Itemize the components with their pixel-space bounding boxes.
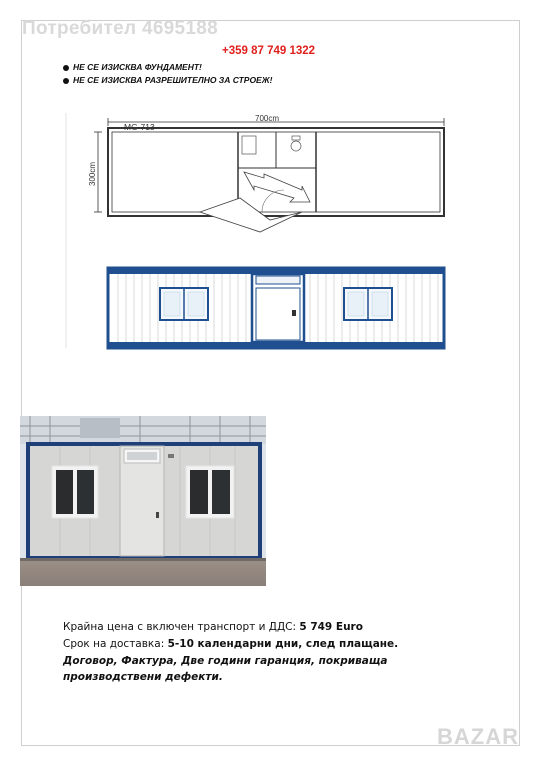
container-photo (20, 416, 266, 586)
phone-number[interactable]: +359 87 749 1322 (222, 45, 316, 57)
plan-model-label: MG-713 (124, 122, 155, 132)
user-watermark: Потребител 4695188 (22, 18, 219, 39)
feature-text: НЕ СЕ ИЗИСКВА ФУНДАМЕНТ! (73, 62, 202, 72)
price-prefix: Крайна цена с включен транспорт и ДДС: (63, 621, 300, 633)
terms-line-2: производствени дефекти. (63, 671, 223, 683)
price-value: 5 749 Euro (299, 621, 363, 633)
plan-width-label: 700cm (255, 114, 280, 123)
feature-no-permit (63, 75, 272, 85)
delivery-value: 5-10 календарни дни, след плащане. (167, 638, 399, 650)
floor-plan-drawing (64, 108, 464, 356)
price-line (63, 621, 363, 633)
bazar-logo: BAZAR (437, 724, 519, 749)
terms-line-1: Договор, Фактура, Две години гаранция, покриваща (63, 655, 388, 667)
delivery-line (63, 638, 398, 650)
plan-depth-label: 300cm (88, 161, 97, 186)
feature-text: НЕ СЕ ИЗИСКВА РАЗРЕШИТЕЛНО ЗА СТРОЕЖ! (73, 75, 273, 85)
bullet-icon (63, 78, 69, 84)
feature-no-foundation (63, 62, 202, 72)
delivery-prefix: Срок на доставка: (63, 638, 168, 650)
bullet-icon (63, 65, 69, 71)
